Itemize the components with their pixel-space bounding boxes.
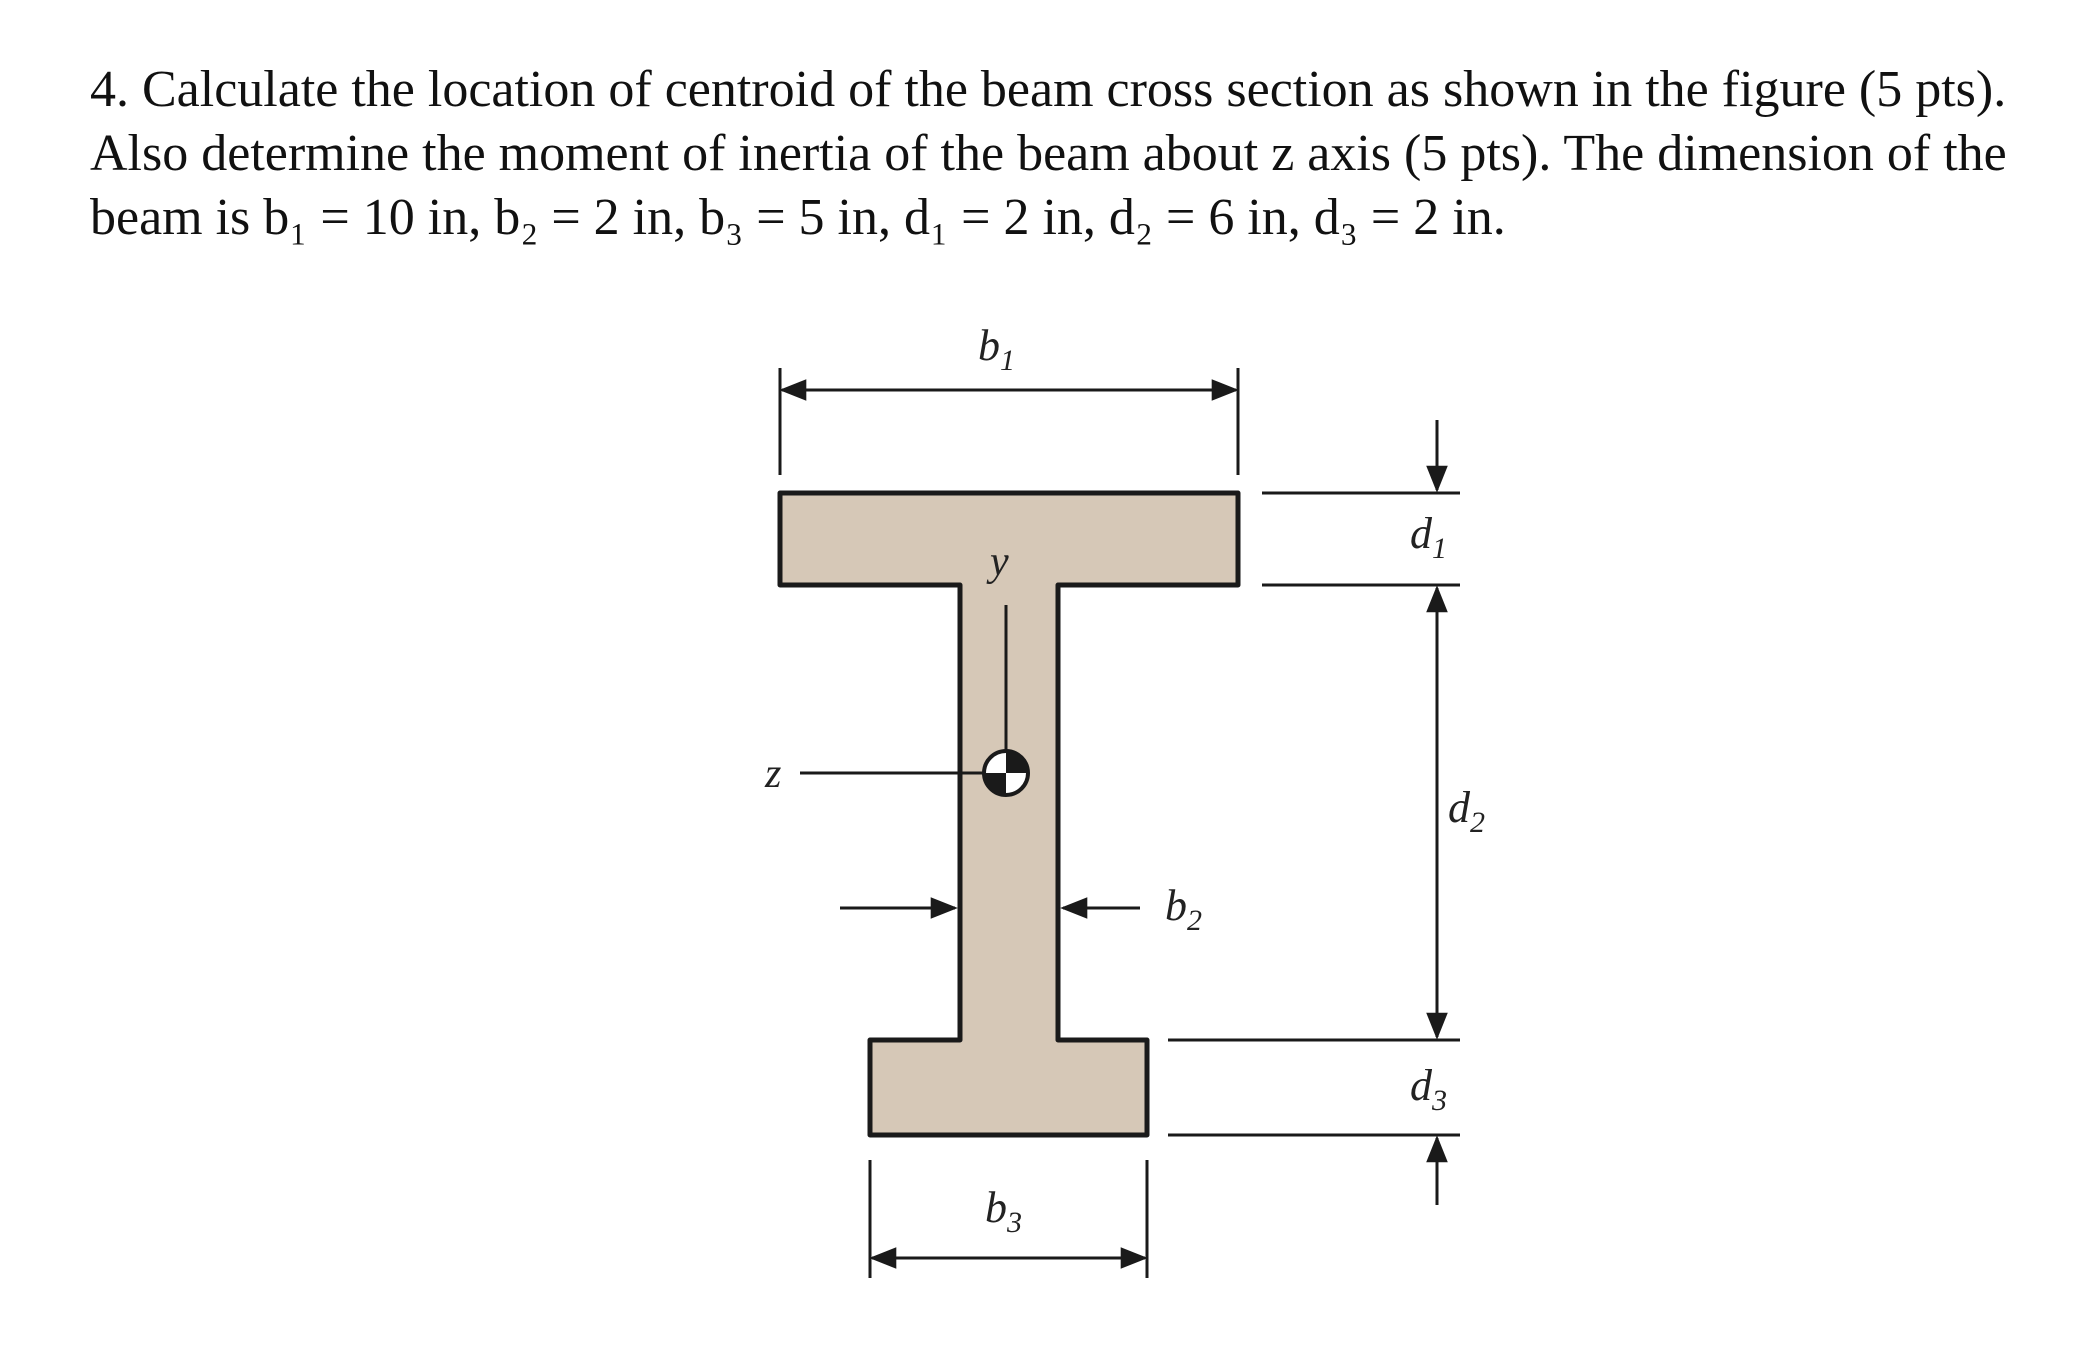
dimension-extension-lines <box>1168 493 1460 1135</box>
label-b1: $b_1$ <box>978 321 1015 377</box>
z-axis-label: z <box>765 751 782 797</box>
centroid-symbol <box>984 751 1028 795</box>
y-axis-label: y <box>990 539 1009 585</box>
dimension-b1 <box>780 368 1238 475</box>
label-d1: $d_1$ <box>1410 509 1447 565</box>
label-d3: $d_3$ <box>1410 1061 1447 1117</box>
label-b3: $b_3$ <box>985 1183 1022 1239</box>
label-b2: $b_2$ <box>1165 881 1202 937</box>
problem-statement: 4. Calculate the location of centroid of the beam cross section as shown in the figure (5 pts). Also determine the moment of inertia of the beam about z axis (5 pts). The dimension of the beam is b₁ = 10 in, b₂ = 2 in, b₃ = 5 in, d₁ = 2 in, d₂ = 6 in, d₃ = 2 in. <box>90 61 2007 246</box>
label-d2: $d_2$ <box>1448 783 1485 839</box>
